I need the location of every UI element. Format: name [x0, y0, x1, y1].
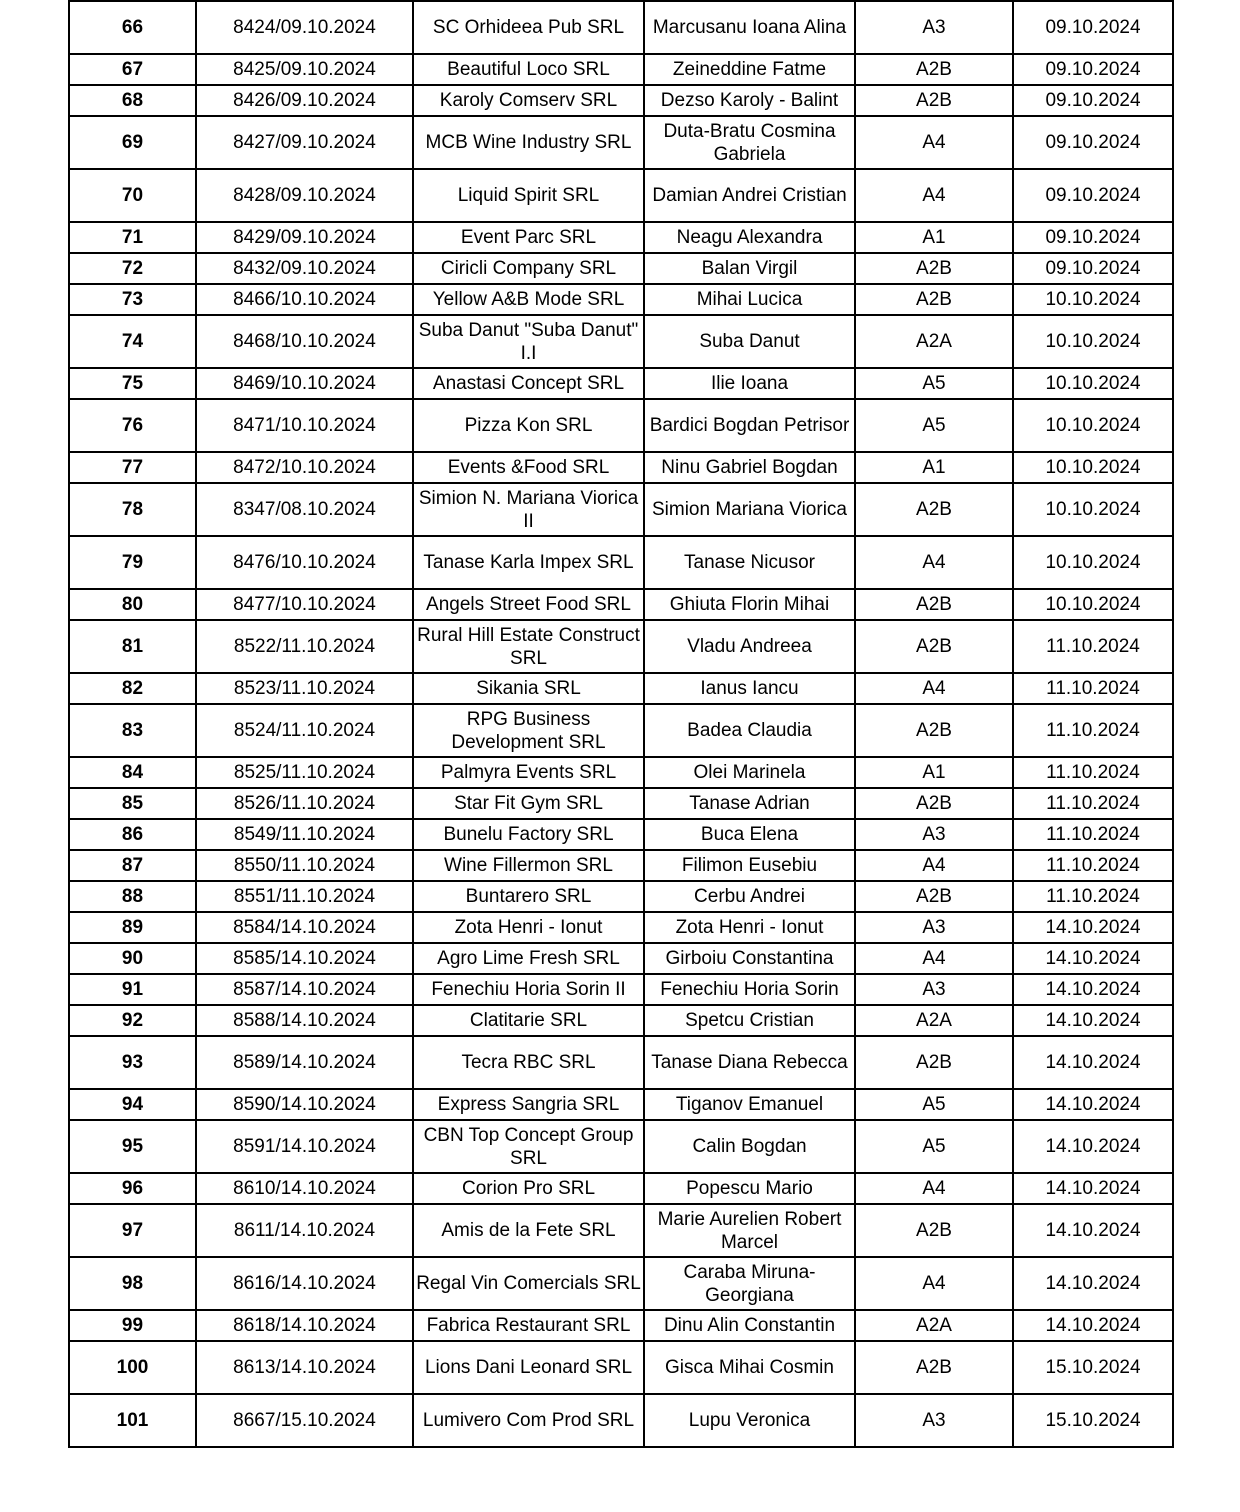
company-name-cell: Agro Lime Fresh SRL — [413, 943, 644, 974]
category-cell: A4 — [855, 1257, 1013, 1310]
company-name-cell: Angels Street Food SRL — [413, 589, 644, 620]
row-number-cell: 75 — [69, 368, 196, 399]
document-number-cell: 8611/14.10.2024 — [196, 1204, 413, 1257]
category-cell: A5 — [855, 1089, 1013, 1120]
category-cell: A3 — [855, 974, 1013, 1005]
company-name-cell: Palmyra Events SRL — [413, 757, 644, 788]
table-row — [69, 1257, 1173, 1310]
company-name-cell: Pizza Kon SRL — [413, 399, 644, 452]
document-number-cell: 8618/14.10.2024 — [196, 1310, 413, 1341]
document-number-cell: 8476/10.10.2024 — [196, 536, 413, 589]
table-row — [69, 1089, 1173, 1120]
table-row — [69, 1120, 1173, 1173]
document-number-cell: 8477/10.10.2024 — [196, 589, 413, 620]
company-name-cell: Fenechiu Horia Sorin II — [413, 974, 644, 1005]
table-row — [69, 850, 1173, 881]
table-row — [69, 1204, 1173, 1257]
table-row — [69, 1, 1173, 54]
company-name-cell: Events &Food SRL — [413, 452, 644, 483]
person-name-cell: Badea Claudia — [644, 704, 855, 757]
registry-table — [68, 0, 1174, 1448]
document-number-cell: 8466/10.10.2024 — [196, 284, 413, 315]
row-number-cell: 86 — [69, 819, 196, 850]
category-cell: A3 — [855, 819, 1013, 850]
table-row — [69, 704, 1173, 757]
row-number-cell: 76 — [69, 399, 196, 452]
date-cell: 15.10.2024 — [1013, 1341, 1173, 1394]
row-number-cell: 100 — [69, 1341, 196, 1394]
category-cell: A4 — [855, 850, 1013, 881]
document-number-cell: 8468/10.10.2024 — [196, 315, 413, 368]
row-number-cell: 77 — [69, 452, 196, 483]
document-number-cell: 8426/09.10.2024 — [196, 85, 413, 116]
table-row — [69, 788, 1173, 819]
table-row — [69, 368, 1173, 399]
document-number-cell: 8525/11.10.2024 — [196, 757, 413, 788]
date-cell: 10.10.2024 — [1013, 315, 1173, 368]
date-cell: 14.10.2024 — [1013, 1120, 1173, 1173]
category-cell: A2B — [855, 54, 1013, 85]
person-name-cell: Tiganov Emanuel — [644, 1089, 855, 1120]
document-number-cell: 8522/11.10.2024 — [196, 620, 413, 673]
category-cell: A2A — [855, 1005, 1013, 1036]
table-row — [69, 536, 1173, 589]
category-cell: A5 — [855, 368, 1013, 399]
company-name-cell: Liquid Spirit SRL — [413, 169, 644, 222]
date-cell: 11.10.2024 — [1013, 881, 1173, 912]
row-number-cell: 95 — [69, 1120, 196, 1173]
date-cell: 14.10.2024 — [1013, 1089, 1173, 1120]
date-cell: 10.10.2024 — [1013, 483, 1173, 536]
date-cell: 11.10.2024 — [1013, 788, 1173, 819]
date-cell: 11.10.2024 — [1013, 819, 1173, 850]
table-row — [69, 1310, 1173, 1341]
table-row — [69, 673, 1173, 704]
category-cell: A4 — [855, 536, 1013, 589]
company-name-cell: Ciricli Company SRL — [413, 253, 644, 284]
document-number-cell: 8472/10.10.2024 — [196, 452, 413, 483]
date-cell: 10.10.2024 — [1013, 452, 1173, 483]
table-row — [69, 1341, 1173, 1394]
company-name-cell: Zota Henri - Ionut — [413, 912, 644, 943]
company-name-cell: Lumivero Com Prod SRL — [413, 1394, 644, 1447]
row-number-cell: 79 — [69, 536, 196, 589]
category-cell: A1 — [855, 757, 1013, 788]
company-name-cell: Bunelu Factory SRL — [413, 819, 644, 850]
table-row — [69, 1036, 1173, 1089]
date-cell: 15.10.2024 — [1013, 1394, 1173, 1447]
date-cell: 11.10.2024 — [1013, 620, 1173, 673]
person-name-cell: Tanase Nicusor — [644, 536, 855, 589]
table-row — [69, 315, 1173, 368]
document-number-cell: 8429/09.10.2024 — [196, 222, 413, 253]
date-cell: 10.10.2024 — [1013, 589, 1173, 620]
document-number-cell: 8591/14.10.2024 — [196, 1120, 413, 1173]
date-cell: 09.10.2024 — [1013, 54, 1173, 85]
row-number-cell: 66 — [69, 1, 196, 54]
row-number-cell: 85 — [69, 788, 196, 819]
company-name-cell: SC Orhideea Pub SRL — [413, 1, 644, 54]
table-row — [69, 284, 1173, 315]
document-number-cell: 8424/09.10.2024 — [196, 1, 413, 54]
company-name-cell: Yellow A&B Mode SRL — [413, 284, 644, 315]
category-cell: A3 — [855, 1, 1013, 54]
category-cell: A4 — [855, 169, 1013, 222]
document-number-cell: 8524/11.10.2024 — [196, 704, 413, 757]
person-name-cell: Damian Andrei Cristian — [644, 169, 855, 222]
date-cell: 14.10.2024 — [1013, 1310, 1173, 1341]
date-cell: 09.10.2024 — [1013, 222, 1173, 253]
person-name-cell: Mihai Lucica — [644, 284, 855, 315]
category-cell: A5 — [855, 1120, 1013, 1173]
table-row — [69, 757, 1173, 788]
date-cell: 14.10.2024 — [1013, 1036, 1173, 1089]
table-row — [69, 974, 1173, 1005]
row-number-cell: 80 — [69, 589, 196, 620]
document-number-cell: 8432/09.10.2024 — [196, 253, 413, 284]
person-name-cell: Calin Bogdan — [644, 1120, 855, 1173]
date-cell: 14.10.2024 — [1013, 1005, 1173, 1036]
person-name-cell: Marie Aurelien Robert Marcel — [644, 1204, 855, 1257]
date-cell: 09.10.2024 — [1013, 1, 1173, 54]
category-cell: A1 — [855, 452, 1013, 483]
person-name-cell: Ilie Ioana — [644, 368, 855, 399]
table-row — [69, 253, 1173, 284]
category-cell: A2A — [855, 315, 1013, 368]
table-row — [69, 169, 1173, 222]
registry-table-body — [69, 1, 1173, 1447]
category-cell: A2B — [855, 1204, 1013, 1257]
person-name-cell: Cerbu Andrei — [644, 881, 855, 912]
document-number-cell: 8588/14.10.2024 — [196, 1005, 413, 1036]
date-cell: 14.10.2024 — [1013, 912, 1173, 943]
row-number-cell: 88 — [69, 881, 196, 912]
row-number-cell: 69 — [69, 116, 196, 169]
company-name-cell: CBN Top Concept Group SRL — [413, 1120, 644, 1173]
company-name-cell: MCB Wine Industry SRL — [413, 116, 644, 169]
date-cell: 10.10.2024 — [1013, 536, 1173, 589]
person-name-cell: Spetcu Cristian — [644, 1005, 855, 1036]
person-name-cell: Ninu Gabriel Bogdan — [644, 452, 855, 483]
row-number-cell: 67 — [69, 54, 196, 85]
category-cell: A4 — [855, 943, 1013, 974]
date-cell: 14.10.2024 — [1013, 943, 1173, 974]
category-cell: A1 — [855, 222, 1013, 253]
person-name-cell: Dinu Alin Constantin — [644, 1310, 855, 1341]
document-number-cell: 8425/09.10.2024 — [196, 54, 413, 85]
table-row — [69, 399, 1173, 452]
company-name-cell: Rural Hill Estate Construct SRL — [413, 620, 644, 673]
row-number-cell: 91 — [69, 974, 196, 1005]
document-number-cell: 8471/10.10.2024 — [196, 399, 413, 452]
company-name-cell: Corion Pro SRL — [413, 1173, 644, 1204]
document-number-cell: 8590/14.10.2024 — [196, 1089, 413, 1120]
person-name-cell: Simion Mariana Viorica — [644, 483, 855, 536]
row-number-cell: 78 — [69, 483, 196, 536]
document-number-cell: 8667/15.10.2024 — [196, 1394, 413, 1447]
document-number-cell: 8347/08.10.2024 — [196, 483, 413, 536]
document-number-cell: 8469/10.10.2024 — [196, 368, 413, 399]
date-cell: 11.10.2024 — [1013, 850, 1173, 881]
document-number-cell: 8589/14.10.2024 — [196, 1036, 413, 1089]
document-number-cell: 8523/11.10.2024 — [196, 673, 413, 704]
person-name-cell: Dezso Karoly - Balint — [644, 85, 855, 116]
row-number-cell: 84 — [69, 757, 196, 788]
person-name-cell: Ghiuta Florin Mihai — [644, 589, 855, 620]
date-cell: 11.10.2024 — [1013, 673, 1173, 704]
document-number-cell: 8584/14.10.2024 — [196, 912, 413, 943]
row-number-cell: 93 — [69, 1036, 196, 1089]
category-cell: A2B — [855, 704, 1013, 757]
table-row — [69, 819, 1173, 850]
row-number-cell: 97 — [69, 1204, 196, 1257]
document-number-cell: 8616/14.10.2024 — [196, 1257, 413, 1310]
row-number-cell: 73 — [69, 284, 196, 315]
category-cell: A2B — [855, 589, 1013, 620]
document-number-cell: 8610/14.10.2024 — [196, 1173, 413, 1204]
row-number-cell: 89 — [69, 912, 196, 943]
person-name-cell: Suba Danut — [644, 315, 855, 368]
row-number-cell: 101 — [69, 1394, 196, 1447]
category-cell: A3 — [855, 912, 1013, 943]
date-cell: 14.10.2024 — [1013, 1257, 1173, 1310]
category-cell: A2B — [855, 788, 1013, 819]
document-number-cell: 8427/09.10.2024 — [196, 116, 413, 169]
company-name-cell: Buntarero SRL — [413, 881, 644, 912]
category-cell: A4 — [855, 1173, 1013, 1204]
row-number-cell: 83 — [69, 704, 196, 757]
table-row — [69, 1005, 1173, 1036]
row-number-cell: 70 — [69, 169, 196, 222]
company-name-cell: Tecra RBC SRL — [413, 1036, 644, 1089]
date-cell: 14.10.2024 — [1013, 1204, 1173, 1257]
category-cell: A2B — [855, 1036, 1013, 1089]
company-name-cell: Wine Fillermon SRL — [413, 850, 644, 881]
row-number-cell: 68 — [69, 85, 196, 116]
category-cell: A5 — [855, 399, 1013, 452]
person-name-cell: Balan Virgil — [644, 253, 855, 284]
row-number-cell: 94 — [69, 1089, 196, 1120]
date-cell: 09.10.2024 — [1013, 169, 1173, 222]
row-number-cell: 96 — [69, 1173, 196, 1204]
document-number-cell: 8428/09.10.2024 — [196, 169, 413, 222]
company-name-cell: Tanase Karla Impex SRL — [413, 536, 644, 589]
person-name-cell: Olei Marinela — [644, 757, 855, 788]
person-name-cell: Tanase Diana Rebecca — [644, 1036, 855, 1089]
table-row — [69, 1173, 1173, 1204]
company-name-cell: Star Fit Gym SRL — [413, 788, 644, 819]
date-cell: 10.10.2024 — [1013, 368, 1173, 399]
row-number-cell: 98 — [69, 1257, 196, 1310]
date-cell: 10.10.2024 — [1013, 399, 1173, 452]
person-name-cell: Lupu Veronica — [644, 1394, 855, 1447]
table-row — [69, 54, 1173, 85]
table-row — [69, 620, 1173, 673]
category-cell: A3 — [855, 1394, 1013, 1447]
company-name-cell: Suba Danut "Suba Danut" I.I — [413, 315, 644, 368]
person-name-cell: Filimon Eusebiu — [644, 850, 855, 881]
person-name-cell: Girboiu Constantina — [644, 943, 855, 974]
category-cell: A2B — [855, 620, 1013, 673]
document-number-cell: 8551/11.10.2024 — [196, 881, 413, 912]
document-number-cell: 8526/11.10.2024 — [196, 788, 413, 819]
date-cell: 10.10.2024 — [1013, 284, 1173, 315]
document-number-cell: 8549/11.10.2024 — [196, 819, 413, 850]
row-number-cell: 74 — [69, 315, 196, 368]
row-number-cell: 71 — [69, 222, 196, 253]
date-cell: 09.10.2024 — [1013, 116, 1173, 169]
category-cell: A2B — [855, 483, 1013, 536]
company-name-cell: RPG Business Development SRL — [413, 704, 644, 757]
company-name-cell: Fabrica Restaurant SRL — [413, 1310, 644, 1341]
person-name-cell: Tanase Adrian — [644, 788, 855, 819]
person-name-cell: Popescu Mario — [644, 1173, 855, 1204]
document-number-cell: 8613/14.10.2024 — [196, 1341, 413, 1394]
category-cell: A2A — [855, 1310, 1013, 1341]
person-name-cell: Bardici Bogdan Petrisor — [644, 399, 855, 452]
company-name-cell: Clatitarie SRL — [413, 1005, 644, 1036]
company-name-cell: Regal Vin Comercials SRL — [413, 1257, 644, 1310]
category-cell: A4 — [855, 673, 1013, 704]
person-name-cell: Marcusanu Ioana Alina — [644, 1, 855, 54]
row-number-cell: 92 — [69, 1005, 196, 1036]
company-name-cell: Sikania SRL — [413, 673, 644, 704]
date-cell: 14.10.2024 — [1013, 1173, 1173, 1204]
company-name-cell: Karoly Comserv SRL — [413, 85, 644, 116]
row-number-cell: 90 — [69, 943, 196, 974]
date-cell: 11.10.2024 — [1013, 757, 1173, 788]
company-name-cell: Beautiful Loco SRL — [413, 54, 644, 85]
person-name-cell: Gisca Mihai Cosmin — [644, 1341, 855, 1394]
person-name-cell: Duta-Bratu Cosmina Gabriela — [644, 116, 855, 169]
row-number-cell: 81 — [69, 620, 196, 673]
date-cell: 11.10.2024 — [1013, 704, 1173, 757]
table-row — [69, 589, 1173, 620]
category-cell: A4 — [855, 116, 1013, 169]
document-number-cell: 8587/14.10.2024 — [196, 974, 413, 1005]
date-cell: 14.10.2024 — [1013, 974, 1173, 1005]
row-number-cell: 82 — [69, 673, 196, 704]
date-cell: 09.10.2024 — [1013, 253, 1173, 284]
company-name-cell: Event Parc SRL — [413, 222, 644, 253]
table-row — [69, 452, 1173, 483]
table-row — [69, 85, 1173, 116]
document-number-cell: 8550/11.10.2024 — [196, 850, 413, 881]
date-cell: 09.10.2024 — [1013, 85, 1173, 116]
row-number-cell: 72 — [69, 253, 196, 284]
person-name-cell: Zeineddine Fatme — [644, 54, 855, 85]
person-name-cell: Zota Henri - Ionut — [644, 912, 855, 943]
category-cell: A2B — [855, 85, 1013, 116]
category-cell: A2B — [855, 1341, 1013, 1394]
table-row — [69, 1394, 1173, 1447]
row-number-cell: 87 — [69, 850, 196, 881]
person-name-cell: Neagu Alexandra — [644, 222, 855, 253]
table-row — [69, 483, 1173, 536]
company-name-cell: Simion N. Mariana Viorica II — [413, 483, 644, 536]
document-number-cell: 8585/14.10.2024 — [196, 943, 413, 974]
row-number-cell: 99 — [69, 1310, 196, 1341]
company-name-cell: Lions Dani Leonard SRL — [413, 1341, 644, 1394]
company-name-cell: Amis de la Fete SRL — [413, 1204, 644, 1257]
person-name-cell: Caraba Miruna-Georgiana — [644, 1257, 855, 1310]
person-name-cell: Fenechiu Horia Sorin — [644, 974, 855, 1005]
person-name-cell: Buca Elena — [644, 819, 855, 850]
category-cell: A2B — [855, 881, 1013, 912]
table-row — [69, 943, 1173, 974]
person-name-cell: Vladu Andreea — [644, 620, 855, 673]
category-cell: A2B — [855, 253, 1013, 284]
company-name-cell: Anastasi Concept SRL — [413, 368, 644, 399]
table-row — [69, 912, 1173, 943]
table-row — [69, 222, 1173, 253]
table-row — [69, 116, 1173, 169]
person-name-cell: Ianus Iancu — [644, 673, 855, 704]
table-row — [69, 881, 1173, 912]
company-name-cell: Express Sangria SRL — [413, 1089, 644, 1120]
category-cell: A2B — [855, 284, 1013, 315]
